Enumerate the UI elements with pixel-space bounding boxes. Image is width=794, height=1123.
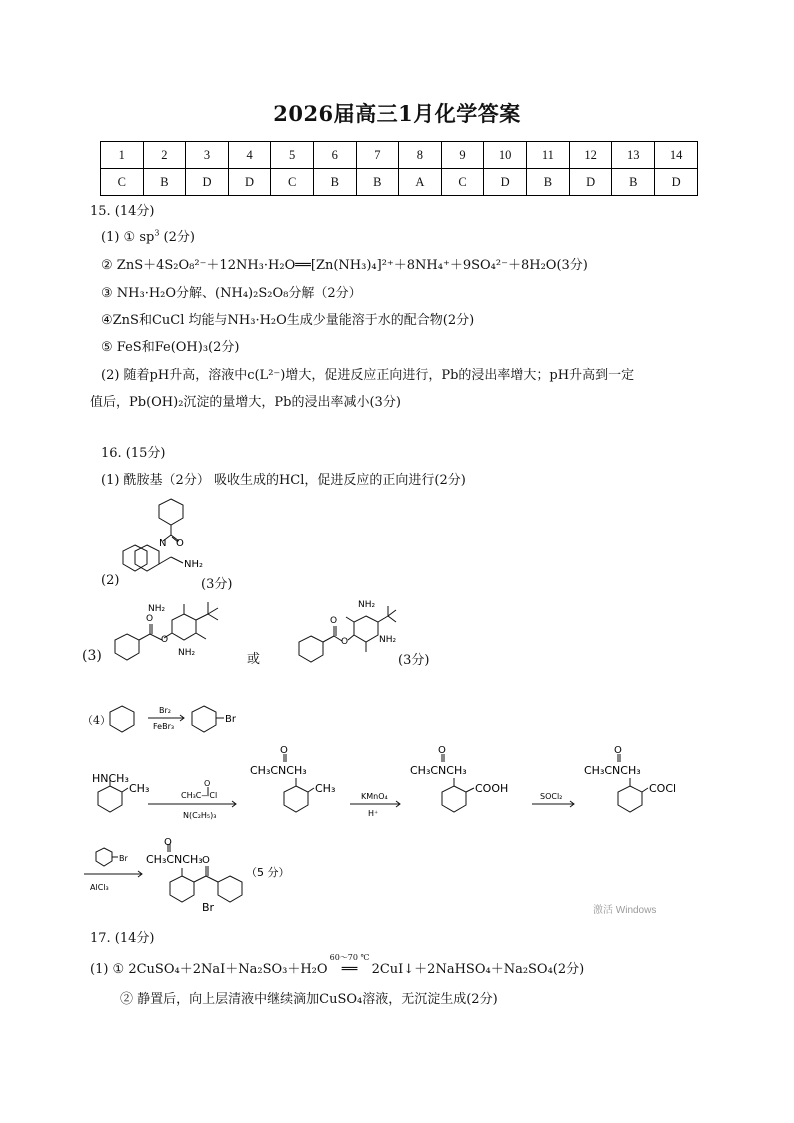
q16-p2-n-label: N <box>159 538 167 549</box>
q17-line-1 <box>90 953 585 977</box>
table-cell-answer: D <box>186 169 229 196</box>
q16-p4-br2: Br₂ <box>159 706 171 715</box>
table-cell-answer: D <box>569 169 612 196</box>
answer-table-numbers-row <box>101 142 698 169</box>
q16-p2-score: (3分) <box>201 577 233 592</box>
table-cell-answer: D <box>228 169 271 196</box>
table-cell-answer: B <box>527 169 570 196</box>
q16-p3-or: 或 <box>247 652 261 667</box>
q15-line-1-text: (1) ① sp <box>101 230 155 245</box>
q16-p2-nh2-label: NH₂ <box>184 559 204 570</box>
table-cell-number: 7 <box>356 142 399 169</box>
q16-p3-score: (3分) <box>398 653 430 668</box>
q16-p2-label: (2) <box>101 573 120 588</box>
q17-line-1-lhs: (1) ① 2CuSO₄＋2NaI＋Na₂SO₃＋H₂O <box>90 962 328 977</box>
answer-table-answers-row <box>101 169 698 196</box>
table-cell-number: 10 <box>484 142 527 169</box>
table-cell-answer: B <box>313 169 356 196</box>
q16-p4-acyl-o: O <box>204 779 211 788</box>
table-cell-number: 3 <box>186 142 229 169</box>
q16-p4-amide-o-1: O <box>280 745 288 756</box>
q16-p4-cooh: COOH <box>475 782 509 795</box>
table-cell-answer: B <box>143 169 186 196</box>
q16-p3a-o-label: O <box>146 614 154 624</box>
q16-p4-final-br-bottom: Br <box>202 901 215 914</box>
q15-line-1 <box>101 226 195 245</box>
q15-line-2: ② ZnS＋4S₂O₈²⁻＋12NH₃·H₂O══[Zn(NH₃)₄]²⁺＋8NH₄⁺＋9SO₄²⁻＋8H₂O(3分) <box>101 258 588 273</box>
q16-p4-synthesis-row <box>88 742 694 842</box>
answer-table <box>100 141 698 196</box>
q17-line-1-rhs: 2CuI↓＋2NaHSO₄＋Na₂SO₄(2分) <box>371 962 585 977</box>
table-cell-number: 12 <box>569 142 612 169</box>
q16-p4-final-row <box>82 838 302 916</box>
q17-header: 17. (14分) <box>90 931 155 946</box>
table-cell-number: 8 <box>399 142 442 169</box>
table-cell-answer: C <box>441 169 484 196</box>
q16-p4-febr3: FeBr₃ <box>153 722 175 731</box>
q16-p3b-ring-o-label: O <box>341 637 349 647</box>
q15-line-5: ⑤ FeS和Fe(OH)₃(2分) <box>101 340 240 355</box>
q16-p4-acyl-reagent: CH₃C—Cl <box>181 791 218 800</box>
table-cell-answer: A <box>399 169 442 196</box>
q15-line-1-sup: 3 <box>154 228 160 238</box>
q17-line-1-condition: 60～70 ℃ <box>329 953 370 962</box>
q16-p4-bromination <box>108 700 258 740</box>
table-cell-answer: B <box>356 169 399 196</box>
q16-p4-cocl: COCl <box>649 782 677 795</box>
activate-windows-watermark: 激活 Windows <box>593 905 657 916</box>
q16-p4-acyl-cond: N(C₂H₅)₃ <box>183 811 217 820</box>
table-cell-number: 13 <box>612 142 655 169</box>
q16-p4-amide-3: CH₃CNCH₃ <box>584 764 641 777</box>
q15-line-6: (2) 随着pH升高，溶液中c(L²⁻)增大，促进反应正向进行，Pb的浸出率增大；pH升高到一定 <box>101 368 635 383</box>
q16-p2-structure <box>115 495 215 590</box>
q16-p4-final-amide: CH₃CNCH₃ <box>146 853 203 866</box>
q16-p3a-nh2-bottom: NH₂ <box>178 648 196 658</box>
q15-line-7: 值后，Pb(OH)₂沉淀的量增大，Pb的浸出率减小(3分) <box>90 395 401 410</box>
q16-p4-label: （4） <box>82 714 111 727</box>
q16-p4-socl2: SOCl₂ <box>540 792 563 801</box>
q16-p4-br-label: Br <box>225 714 236 725</box>
table-cell-answer: C <box>271 169 314 196</box>
q16-p3b-nh2-top: NH₂ <box>358 600 376 610</box>
q16-p4-amide-2: CH₃CNCH₃ <box>410 764 467 777</box>
q16-p3-label: (3) <box>82 648 102 664</box>
q16-p3b-nh2-right: NH₂ <box>379 635 397 645</box>
table-cell-number: 6 <box>313 142 356 169</box>
q16-p3-structure-b <box>296 596 406 668</box>
q16-p3b-o-label: O <box>330 616 338 626</box>
table-cell-answer: D <box>655 169 698 196</box>
q16-p4-ch3-b: CH₃ <box>315 782 336 795</box>
q17-line-2: ② 静置后，向上层清液中继续滴加CuSO₄溶液，无沉淀生成(2分) <box>120 992 498 1007</box>
table-cell-number: 1 <box>101 142 144 169</box>
q15-line-4: ④ZnS和CuCl 均能与NH₃·H₂O生成少量能溶于水的配合物(2分) <box>101 313 475 328</box>
q17-line-1-equals: 60～70 ℃ ══ <box>328 962 372 977</box>
table-cell-number: 2 <box>143 142 186 169</box>
q16-p3-structure-a <box>112 598 242 668</box>
q16-p2-o-label: O <box>176 538 184 549</box>
table-cell-answer: B <box>612 169 655 196</box>
q15-line-1-score: (2分) <box>159 230 195 245</box>
q16-p4-amide-o-3: O <box>614 745 622 756</box>
table-cell-number: 4 <box>228 142 271 169</box>
q16-header: 16. (15分) <box>101 446 166 461</box>
q16-p4-amide-o-2: O <box>438 745 446 756</box>
table-cell-number: 14 <box>655 142 698 169</box>
table-cell-number: 11 <box>527 142 570 169</box>
q16-p4-amide-1: CH₃CNCH₃ <box>250 764 307 777</box>
q16-p3a-ring-o-label: O <box>161 635 169 645</box>
q15-header: 15. (14分) <box>90 204 155 219</box>
q16-p4-kmno4: KMnO₄ <box>361 792 388 801</box>
q16-p4-ch3-a: CH₃ <box>129 782 150 795</box>
q15-line-3: ③ NH₃·H₂O分解、(NH₄)₂S₂O₈分解（2分） <box>101 286 362 301</box>
table-cell-answer: D <box>484 169 527 196</box>
q16-p4-final-o-2: O <box>202 855 210 866</box>
table-cell-number: 5 <box>271 142 314 169</box>
q16-p4-final-br: Br <box>119 854 128 863</box>
page-title: 2026届高三1月化学答案 <box>273 101 521 126</box>
q16-p4-final-score: （5 分） <box>246 866 290 879</box>
q16-p4-hplus: H⁺ <box>368 809 379 818</box>
q16-line-1: (1) 酰胺基（2分） 吸收生成的HCl，促进反应的正向进行(2分) <box>101 473 466 488</box>
q16-p4-final-o-1: O <box>164 838 172 848</box>
q16-p4-hnch3: HNCH₃ <box>92 772 129 785</box>
table-cell-number: 9 <box>441 142 484 169</box>
table-cell-answer: C <box>101 169 144 196</box>
q16-p3a-nh2-top: NH₂ <box>148 604 166 614</box>
q16-p4-alcl3: AlCl₃ <box>90 883 109 892</box>
